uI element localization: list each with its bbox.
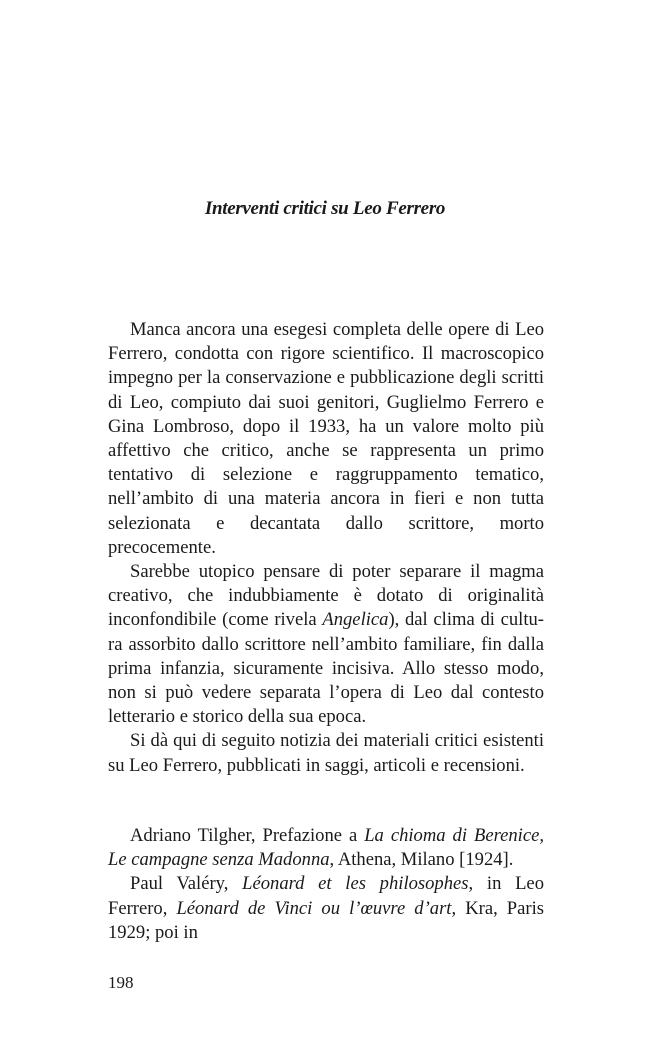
bibliography-list: [108, 824, 544, 945]
entry-work-title: La chioma di Berenice, Le campagne senza Madonna: [108, 825, 544, 871]
entry-author: Adriano Tilgher, Prefazione a: [130, 825, 365, 846]
intro-section: [108, 318, 544, 778]
work-title-angelica: Angelica: [322, 609, 389, 631]
paragraph-text: ), dal clima di cultura assorbito dallo scrittore nell’ambito familiare, fin dalla prima infanzia, sicuramente incisiva. Allo stesso modo, non si può vedere separata l’opera di Leo dal contesto letterario e storico della sua epoca.: [108, 609, 544, 728]
entry-details: , Kra, Paris 1929; poi in: [108, 897, 544, 943]
intro-paragraph-1: Manca ancora una esegesi completa delle opere di Leo Ferrero, condotta con rigore scientifico. Il macroscopico impegno per la conservazione e pubblicazione degli scritti di Leo, compiuto dai suoi genitori, Guglielmo Ferrero e Gina Lombroso, dopo il 1933, ha un valore molto più affettivo che critico, anche se rappresenta un primo tentativo di selezione e raggruppamento tematico, nell’ambito di una materia ancora in fieri e non tutta selezionata e decantata dallo scrittore, morto precocemente.: [108, 319, 544, 558]
page-number: 198: [108, 973, 134, 992]
paragraph-text: Sarebbe utopico pensare di poter separare il magma creativo, che indubbiamente è dotato di originalità inconfondibile (come rivela: [108, 561, 544, 631]
entry-work-title: Léonard de Vinci ou l’œuvre d’art: [176, 897, 452, 919]
entry-connector: , in Leo Ferrero,: [108, 873, 544, 919]
entry-details: , Athena, Milano [1924].: [329, 849, 514, 871]
intro-paragraph-2: [108, 560, 544, 729]
bibliography-entry: [108, 824, 544, 872]
entry-author: Paul Valéry,: [130, 873, 243, 895]
bibliography-entry: [108, 872, 544, 945]
page-title: Interventi critici su Leo Ferrero: [204, 198, 446, 219]
entry-work-title: Léonard et les philosophes: [242, 873, 469, 895]
intro-paragraph-3: Si dà qui di seguito notizia dei materiali critici esistenti su Leo Ferrero, pubblicati in saggi, articoli e recensioni.: [108, 730, 544, 776]
